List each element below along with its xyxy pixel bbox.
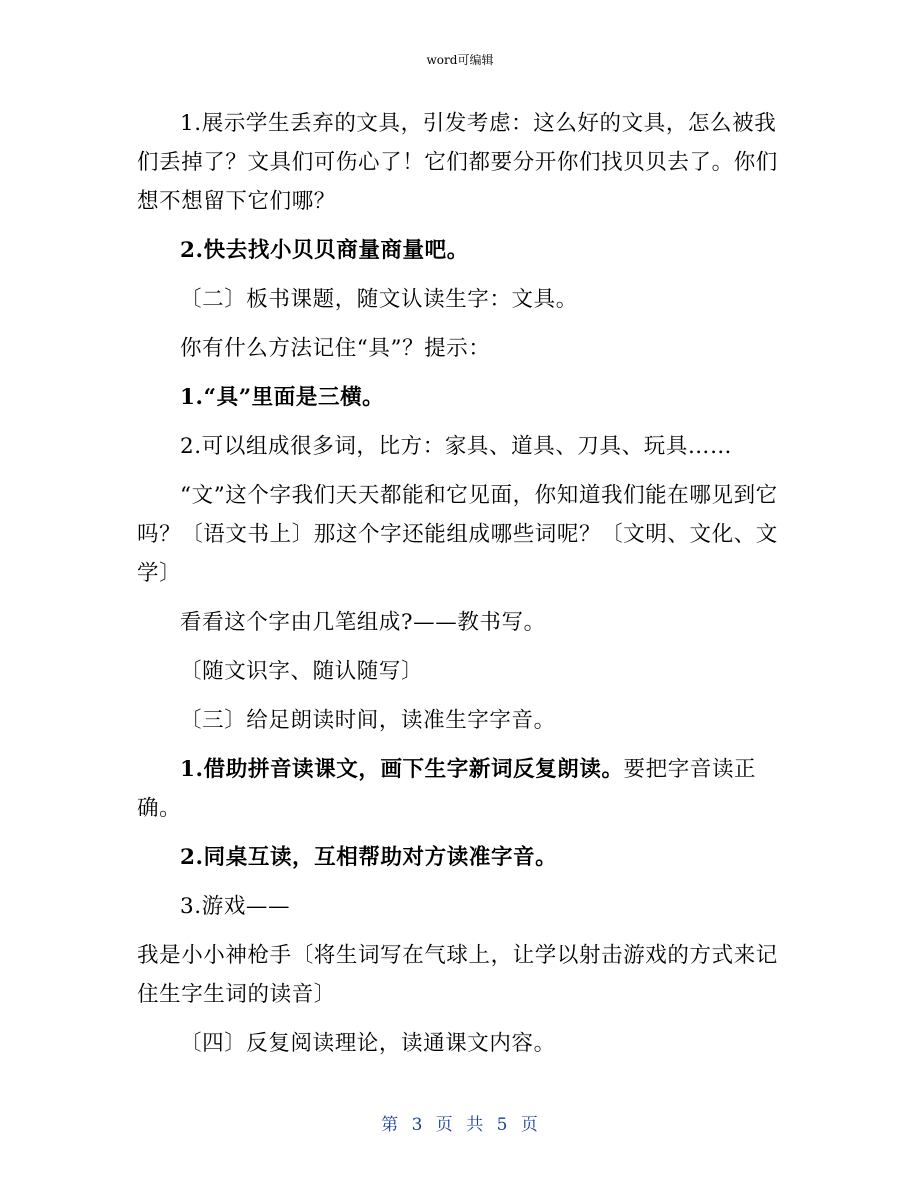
paragraph-2: 2.快去找小贝贝商量商量吧。 [180, 238, 469, 263]
footer-current-page: 3 [411, 1115, 424, 1135]
paragraph-10: 〔三〕给足朗读时间，读准生字字音。 [180, 708, 556, 733]
paragraph-4: 你有什么方法记住“具”？提示： [180, 336, 491, 361]
page-header: word可编辑 [426, 53, 494, 67]
paragraph-6: 2.可以组成很多词，比方：家具、道具、刀具、玩具…… [180, 434, 733, 459]
paragraph-5: 1.“具”里面是三横。 [180, 385, 385, 410]
page-footer [0, 1114, 920, 1136]
document-body [137, 104, 785, 1073]
footer-label-di: 第 [381, 1115, 400, 1135]
footer-label-gong: 共 [466, 1115, 485, 1135]
paragraph-8: 看看这个字由几笔组成?——教书写。 [180, 610, 546, 635]
paragraph-7: “文”这个字我们天天都能和它见面，你知道我们能在哪见到它吗？〔语文书上〕那这个字还能组成哪些词呢？〔文明、文化、文学〕 [137, 483, 778, 586]
footer-label-ye2: 页 [520, 1115, 539, 1135]
paragraph-15: 〔四〕反复阅读理论，读通课文内容。 [180, 1031, 556, 1056]
paragraph-3: 〔二〕板书课题，随文认读生字：文具。 [180, 287, 578, 312]
footer-total-pages: 5 [496, 1115, 509, 1135]
paragraph-13: 3.游戏—— [180, 894, 291, 919]
paragraph-11-rest: 要把字音读正确。 [137, 757, 757, 821]
paragraph-9: 〔随文识字、随认随写〕 [180, 659, 424, 684]
paragraph-11 [137, 750, 785, 828]
paragraph-14: 我是小小神枪手〔将生词写在气球上，让学以射击游戏的方式来记住生字生词的读音〕 [137, 943, 778, 1007]
footer-label-ye: 页 [435, 1115, 454, 1135]
paragraph-1: 1.展示学生丢弃的文具，引发考虑：这么好的文具，怎么被我们丢掉了？文具们可伤心了！它们都要分开你们找贝贝去了。你们想不想留下它们哪？ [137, 111, 778, 214]
paragraph-11-bold: 1.借助拼音读课文，画下生字新词反复朗读。 [180, 757, 624, 782]
paragraph-12: 2.同桌互读，互相帮助对方读准字音。 [180, 845, 558, 870]
